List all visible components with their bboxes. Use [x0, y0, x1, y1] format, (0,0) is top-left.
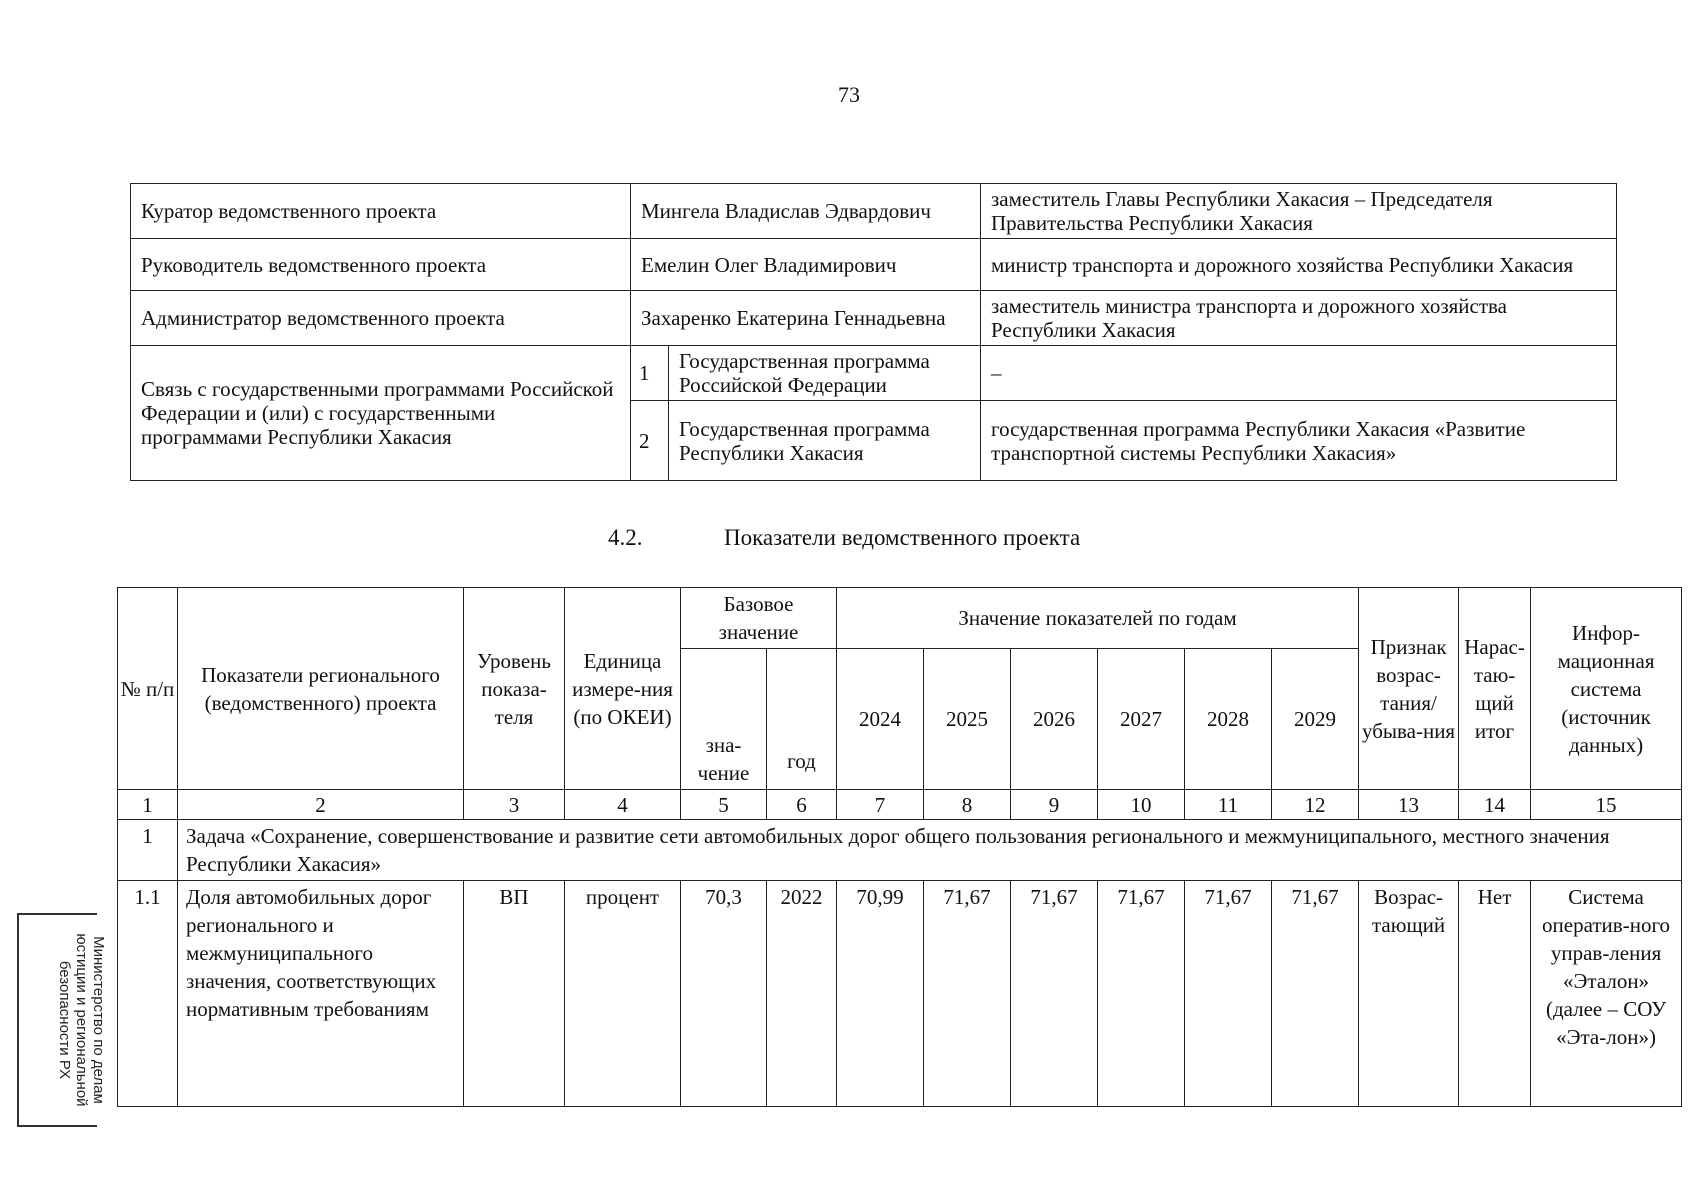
column-number: 14	[1459, 790, 1531, 820]
column-number: 12	[1272, 790, 1359, 820]
program-link-value: государственная программа Республики Хакасия «Развитие транспортной системы Республики Хакасия»	[981, 401, 1617, 481]
column-number: 3	[464, 790, 565, 820]
indicator-name: Доля автомобильных дорог регионального и межмуниципального значения, соответствующих нормативным требованиям	[178, 881, 464, 1107]
column-number: 11	[1185, 790, 1272, 820]
column-number: 2	[178, 790, 464, 820]
admin-name: Захаренко Екатерина Геннадьевна	[631, 291, 981, 346]
indicator-row	[118, 881, 1682, 1107]
stamp-text	[56, 915, 107, 1125]
column-number: 8	[924, 790, 1011, 820]
stamp-line: Министерство по делам	[90, 936, 107, 1104]
program-link-number: 1	[631, 346, 669, 401]
indicator-base-value: 70,3	[681, 881, 767, 1107]
column-number: 13	[1359, 790, 1459, 820]
col-header-indicator: Показатели регионального (ведомственного) проекта	[178, 588, 464, 790]
col-header-year: 2027	[1098, 649, 1185, 790]
header-row-1	[118, 588, 1682, 649]
column-number: 9	[1011, 790, 1098, 820]
indicator-value-2025: 71,67	[924, 881, 1011, 1107]
col-header-trend: Признак возрас-тания/ убыва-ния	[1359, 588, 1459, 790]
indicator-base-year: 2022	[767, 881, 837, 1107]
admin-row	[131, 291, 1617, 346]
column-number: 6	[767, 790, 837, 820]
head-label: Руководитель ведомственного проекта	[131, 239, 631, 291]
task-text: Задача «Сохранение, совершенствование и развитие сети автомобильных дорог общего пользования регионального и межмуниципального, местного значения Республики Хакасия»	[178, 820, 1682, 881]
indicator-value-2028: 71,67	[1185, 881, 1272, 1107]
col-header-info-system: Инфор-мационная система (источник данных)	[1531, 588, 1682, 790]
column-number: 15	[1531, 790, 1682, 820]
indicator-value-2024: 70,99	[837, 881, 924, 1107]
col-header-base: Базовое значение	[681, 588, 837, 649]
col-header-values-by-year: Значение показателей по годам	[837, 588, 1359, 649]
curator-label: Куратор ведомственного проекта	[131, 184, 631, 239]
column-number: 7	[837, 790, 924, 820]
curator-position: заместитель Главы Республики Хакасия – Председателя Правительства Республики Хакасия	[981, 184, 1617, 239]
col-header-year: 2024	[837, 649, 924, 790]
col-header-year: 2025	[924, 649, 1011, 790]
indicators-table	[117, 587, 1682, 1107]
admin-label: Администратор ведомственного проекта	[131, 291, 631, 346]
head-name: Емелин Олег Владимирович	[631, 239, 981, 291]
stamp-line: юстиции и региональной	[73, 933, 90, 1107]
indicator-unit: процент	[565, 881, 681, 1107]
col-header-year: 2026	[1011, 649, 1098, 790]
curator-row	[131, 184, 1617, 239]
program-link-type: Государственная программа Российской Федерации	[669, 346, 981, 401]
column-number: 1	[118, 790, 178, 820]
col-header-cumulative: Нарас-таю-щий итог	[1459, 588, 1531, 790]
col-header-year: 2028	[1185, 649, 1272, 790]
head-position: министр транспорта и дорожного хозяйства Республики Хакасия	[981, 239, 1617, 291]
program-link-number: 2	[631, 401, 669, 481]
column-number: 4	[565, 790, 681, 820]
project-passport-table	[130, 183, 1617, 481]
column-numbers-row	[118, 790, 1682, 820]
col-header-level: Уровень показа-теля	[464, 588, 565, 790]
column-number: 5	[681, 790, 767, 820]
col-header-year: 2029	[1272, 649, 1359, 790]
indicator-value-2026: 71,67	[1011, 881, 1098, 1107]
column-number: 10	[1098, 790, 1185, 820]
indicator-info-system: Система оператив-ного управ-ления «Эталон» (далее – СОУ «Эта-лон»)	[1531, 881, 1682, 1107]
program-link-value: –	[981, 346, 1617, 401]
indicator-number: 1.1	[118, 881, 178, 1107]
section-title: Показатели ведомственного проекта	[724, 525, 1081, 550]
col-header-unit: Единица измере-ния (по ОКЕИ)	[565, 588, 681, 790]
page-number: 73	[838, 82, 860, 107]
head-row	[131, 239, 1617, 291]
stamp-line: безопасности РХ	[56, 960, 73, 1080]
curator-name: Мингела Владислав Эдвардович	[631, 184, 981, 239]
indicator-value-2029: 71,67	[1272, 881, 1359, 1107]
indicator-cumulative: Нет	[1459, 881, 1531, 1107]
registration-stamp	[17, 913, 107, 1127]
admin-position: заместитель министра транспорта и дорожного хозяйства Республики Хакасия	[981, 291, 1617, 346]
col-header-num: № п/п	[118, 588, 178, 790]
indicator-trend: Возрас-тающий	[1359, 881, 1459, 1107]
program-links-label: Связь с государственными программами Российской Федерации и (или) с государственными программами Республики Хакасия	[131, 346, 631, 481]
program-link-row-1	[131, 346, 1617, 401]
col-header-base-value: зна-чение	[681, 649, 767, 790]
program-link-type: Государственная программа Республики Хакасия	[669, 401, 981, 481]
col-header-base-year: год	[767, 649, 837, 790]
task-number: 1	[118, 820, 178, 881]
indicator-level: ВП	[464, 881, 565, 1107]
task-row	[118, 820, 1682, 881]
indicator-value-2027: 71,67	[1098, 881, 1185, 1107]
section-number: 4.2.	[608, 525, 643, 550]
